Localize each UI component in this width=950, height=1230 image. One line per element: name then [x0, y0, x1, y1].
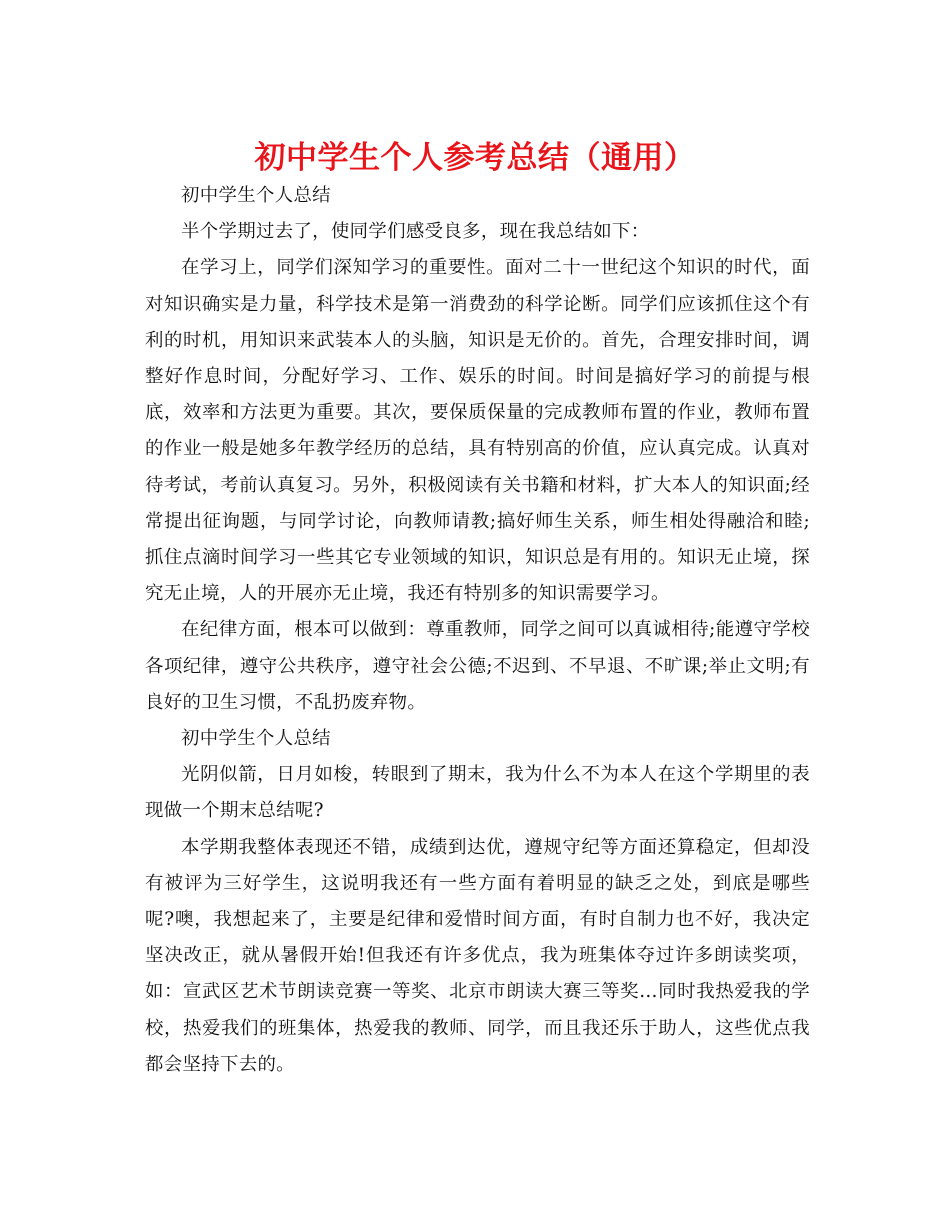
term-end-paragraph: 光阴似箭，日月如梭，转眼到了期末，我为什么不为本人在这个学期里的表现做一个期末总结呢?: [145, 764, 810, 822]
intro-paragraph: 半个学期过去了，使同学们感受良多，现在我总结如下：: [181, 221, 650, 243]
subheading-2: 初中学生个人总结: [181, 728, 331, 750]
page-title: 初中学生个人参考总结（通用）: [254, 140, 696, 176]
document-body: [145, 178, 810, 1083]
subheading-1: 初中学生个人总结: [181, 185, 331, 206]
discipline-paragraph: 在纪律方面，根本可以做到：尊重教师，同学之间可以真诚相待;能遵守学校各项纪律，遵守公共秩序，遵守社会公德;不迟到、不早退、不旷课;举止文明;有良好的卫生习惯，不乱扔废弃物。: [145, 619, 810, 713]
performance-paragraph: 本学期我整体表现还不错，成绩到达优，遵规守纪等方面还算稳定，但却没有被评为三好学生，这说明我还有一些方面有着明显的缺乏之处，到底是哪些呢?噢，我想起来了，主要是纪律和爱惜时间方面，有时自制力也不好，我决定坚决改正，就从暑假开始!但我还有许多优点，我为班集体夺过许多朗读奖项，如：宣武区艺术节朗读竞赛一等奖、北京市朗读大赛三等奖…同时我热爱我的学校，热爱我们的班集体，热爱我的教师、同学，而且我还乐于助人，这些优点我都会坚持下去的。: [145, 836, 810, 1075]
study-paragraph: 在学习上，同学们深知学习的重要性。面对二十一世纪这个知识的时代，面对知识确实是力量，科学技术是第一消费劲的科学论断。同学们应该抓住这个有利的时机，用知识来武装本人的头脑，知识是无价的。首先，合理安排时间，调整好作息时间，分配好学习、工作、娱乐的时间。时间是搞好学习的前提与根底，效率和方法更为重要。其次，要保质保量的完成教师布置的作业，教师布置的作业一般是她多年教学经历的总结，具有特别高的价值，应认真完成。认真对待考试，考前认真复习。另外，积极阅读有关书籍和材料，扩大本人的知识面;经常提出征询题，与同学讨论，向教师请教;搞好师生关系，师生相处得融洽和睦;抓住点滴时间学习一些其它专业领域的知识，知识总是有用的。知识无止境，探究无止境，人的开展亦无止境，我还有特别多的知识需要学习。: [145, 257, 810, 605]
